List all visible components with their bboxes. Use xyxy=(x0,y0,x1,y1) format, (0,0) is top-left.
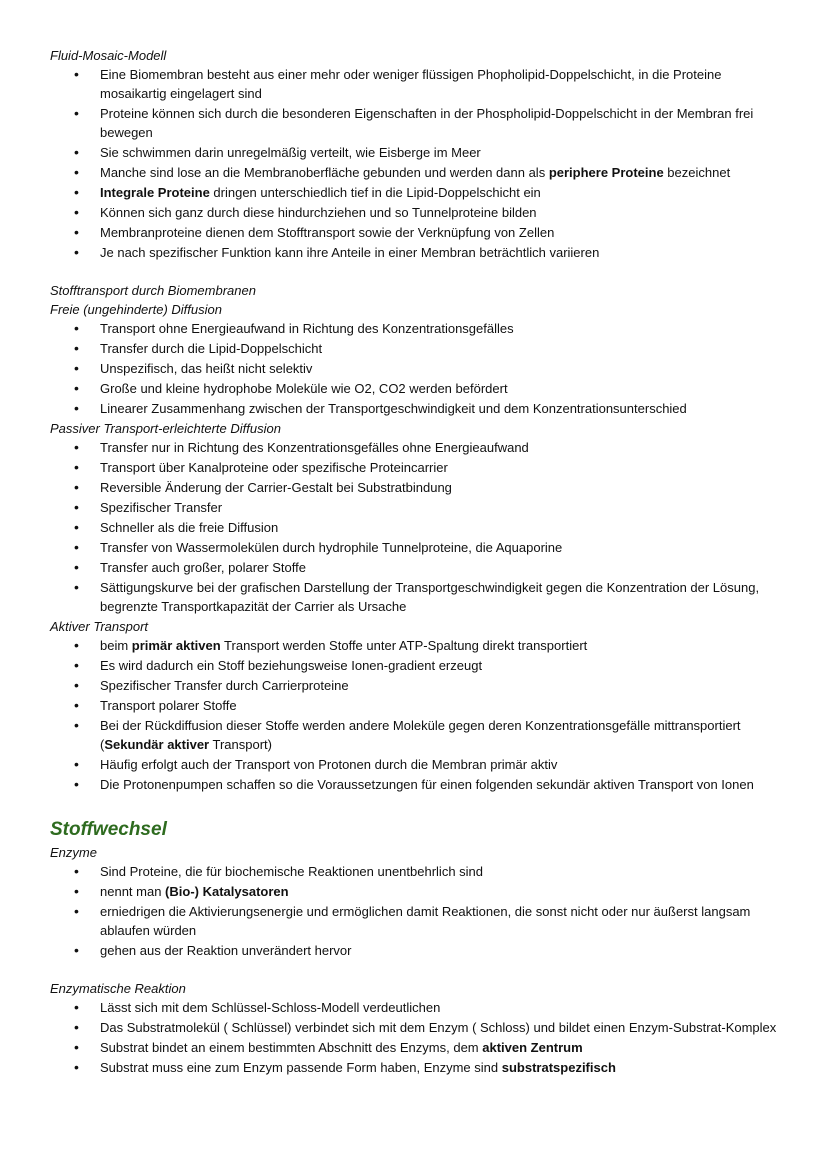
item-text: Spezifischer Transfer xyxy=(100,500,223,515)
item-text: Transport über Kanalproteine oder spezifische Proteincarrier xyxy=(100,460,448,475)
list-item xyxy=(50,538,778,557)
bold-term: substratspezifisch xyxy=(501,1060,616,1075)
list-item xyxy=(50,755,778,774)
item-text: Reversible Änderung der Carrier-Gestalt bei Substratbindung xyxy=(100,480,452,495)
list-freie-diffusion xyxy=(50,319,778,418)
list-item xyxy=(50,1058,778,1077)
list-fluid-mosaic xyxy=(50,65,778,262)
list-item xyxy=(50,775,778,794)
item-text: Transfer durch die Lipid-Doppelschicht xyxy=(100,341,323,356)
heading-enzyme: Enzyme xyxy=(50,845,97,860)
item-text: Transfer auch großer, polarer Stoffe xyxy=(100,560,306,575)
item-text: Lässt sich mit dem Schlüssel-Schloss-Modell verdeutlichen xyxy=(100,1000,441,1015)
heading-fluid-mosaic: Fluid-Mosaic-Modell xyxy=(50,48,167,63)
bold-term: Integrale Proteine xyxy=(100,185,210,200)
item-text: Transport ohne Energieaufwand in Richtung des Konzentrationsgefälles xyxy=(100,321,514,336)
list-item xyxy=(50,478,778,497)
list-item xyxy=(50,65,778,103)
list-item xyxy=(50,578,778,616)
item-text: Substrat bindet an einem bestimmten Abschnitt des Enzyms, dem xyxy=(100,1040,483,1055)
item-text: Transfer nur in Richtung des Konzentrationsgefälles ohne Energieaufwand xyxy=(100,440,529,455)
item-text: Transfer von Wassermolekülen durch hydrophile Tunnelproteine, die Aquaporine xyxy=(100,540,563,555)
list-item xyxy=(50,183,778,202)
heading-passiver-transport: Passiver Transport-erleichterte Diffusion xyxy=(50,421,281,436)
item-text: Das Substratmolekül ( Schlüssel) verbindet sich mit dem Enzym ( Schloss) und bildet einen Enzym-Substrat-Komplex xyxy=(100,1020,777,1035)
item-text: beim xyxy=(100,638,132,653)
list-item xyxy=(50,163,778,182)
heading-stofftransport: Stofftransport durch Biomembranen xyxy=(50,283,256,298)
list-item xyxy=(50,438,778,457)
list-item xyxy=(50,458,778,477)
heading-freie-diffusion: Freie (ungehinderte) Diffusion xyxy=(50,302,222,317)
bold-term: primär aktiven xyxy=(131,638,221,653)
list-item xyxy=(50,223,778,242)
bold-term: aktiven Zentrum xyxy=(482,1040,583,1055)
item-text: Substrat muss eine zum Enzym passende Form haben, Enzyme sind xyxy=(100,1060,502,1075)
item-text: Können sich ganz durch diese hindurchziehen und so Tunnelproteine bilden xyxy=(100,205,537,220)
item-text: Membranproteine dienen dem Stofftransport sowie der Verknüpfung von Zellen xyxy=(100,225,555,240)
list-item xyxy=(50,636,778,655)
list-item xyxy=(50,518,778,537)
heading-enzymatische-reaktion: Enzymatische Reaktion xyxy=(50,981,186,996)
list-item xyxy=(50,104,778,142)
bold-term: periphere Proteine xyxy=(548,165,664,180)
list-item xyxy=(50,656,778,675)
list-item xyxy=(50,203,778,222)
list-item xyxy=(50,1018,778,1037)
item-text: Sind Proteine, die für biochemische Reaktionen unentbehrlich sind xyxy=(100,864,484,879)
list-item xyxy=(50,998,778,1017)
item-text: Transport) xyxy=(209,737,272,752)
item-text: Die Protonenpumpen schaffen so die Voraussetzungen für einen folgenden sekundär aktiven Transport von Ionen xyxy=(100,777,754,792)
item-text: Manche sind lose an die Membranoberfläche gebunden und werden dann als xyxy=(100,165,549,180)
list-item xyxy=(50,558,778,577)
list-item xyxy=(50,379,778,398)
list-item xyxy=(50,941,778,960)
item-text: gehen aus der Reaktion unverändert hervor xyxy=(100,943,352,958)
item-text: Unspezifisch, das heißt nicht selektiv xyxy=(100,361,313,376)
list-enzyme xyxy=(50,862,778,960)
bold-term: (Bio-) Katalysatoren xyxy=(165,884,289,899)
item-text: Transport werden Stoffe unter ATP-Spaltung direkt transportiert xyxy=(220,638,588,653)
list-item xyxy=(50,676,778,695)
list-item xyxy=(50,339,778,358)
item-text: Eine Biomembran besteht aus einer mehr oder weniger flüssigen Phopholipid-Doppelschicht, in die Proteine mosaikartig eingelagert sind xyxy=(100,67,722,101)
list-aktiver-transport xyxy=(50,636,778,794)
item-text: erniedrigen die Aktivierungsenergie und ermöglichen damit Reaktionen, die sonst nicht oder nur äußerst langsam ablaufen würden xyxy=(100,904,751,938)
item-text: Proteine können sich durch die besonderen Eigenschaften in der Phospholipid-Doppelschicht in der Membran frei bewegen xyxy=(100,106,754,140)
list-item xyxy=(50,902,778,940)
list-item xyxy=(50,1038,778,1057)
list-enzymatische-reaktion xyxy=(50,998,778,1077)
item-text: Große und kleine hydrophobe Moleküle wie O2, CO2 werden befördert xyxy=(100,381,508,396)
item-text: Sättigungskurve bei der grafischen Darstellung der Transportgeschwindigkeit gegen die Konzentration der Lösung, begrenzte Transportkapazität der Carrier als Ursache xyxy=(100,580,760,614)
list-item xyxy=(50,399,778,418)
list-item xyxy=(50,882,778,901)
item-text: bezeichnet xyxy=(663,165,731,180)
item-text: Häufig erfolgt auch der Transport von Protonen durch die Membran primär aktiv xyxy=(100,757,558,772)
list-item xyxy=(50,862,778,881)
item-text: dringen unterschiedlich tief in die Lipid-Doppelschicht ein xyxy=(209,185,541,200)
item-text: Je nach spezifischer Funktion kann ihre Anteile in einer Membran beträchtlich variieren xyxy=(100,245,600,260)
chapter-title-stoffwechsel: Stoffwechsel xyxy=(50,819,167,840)
list-item xyxy=(50,243,778,262)
list-item xyxy=(50,716,778,754)
item-text: Schneller als die freie Diffusion xyxy=(100,520,279,535)
list-item xyxy=(50,696,778,715)
item-text: nennt man xyxy=(100,884,166,899)
heading-aktiver-transport: Aktiver Transport xyxy=(50,619,149,634)
item-text: Spezifischer Transfer durch Carrierproteine xyxy=(100,678,349,693)
item-text: Transport polarer Stoffe xyxy=(100,698,237,713)
list-item xyxy=(50,143,778,162)
bold-term: Sekundär aktiver xyxy=(104,737,210,752)
item-text: Sie schwimmen darin unregelmäßig verteilt, wie Eisberge im Meer xyxy=(100,145,481,160)
item-text: Linearer Zusammenhang zwischen der Transportgeschwindigkeit und dem Konzentrationsunterschied xyxy=(100,401,687,416)
item-text: Bei der Rückdiffusion dieser Stoffe werden andere Moleküle gegen deren Konzentrationsgefälle mittransportiert ( xyxy=(100,718,741,752)
list-item xyxy=(50,359,778,378)
list-passiver-transport xyxy=(50,438,778,616)
item-text: Es wird dadurch ein Stoff beziehungsweise Ionen-gradient erzeugt xyxy=(100,658,483,673)
list-item xyxy=(50,319,778,338)
list-item xyxy=(50,498,778,517)
